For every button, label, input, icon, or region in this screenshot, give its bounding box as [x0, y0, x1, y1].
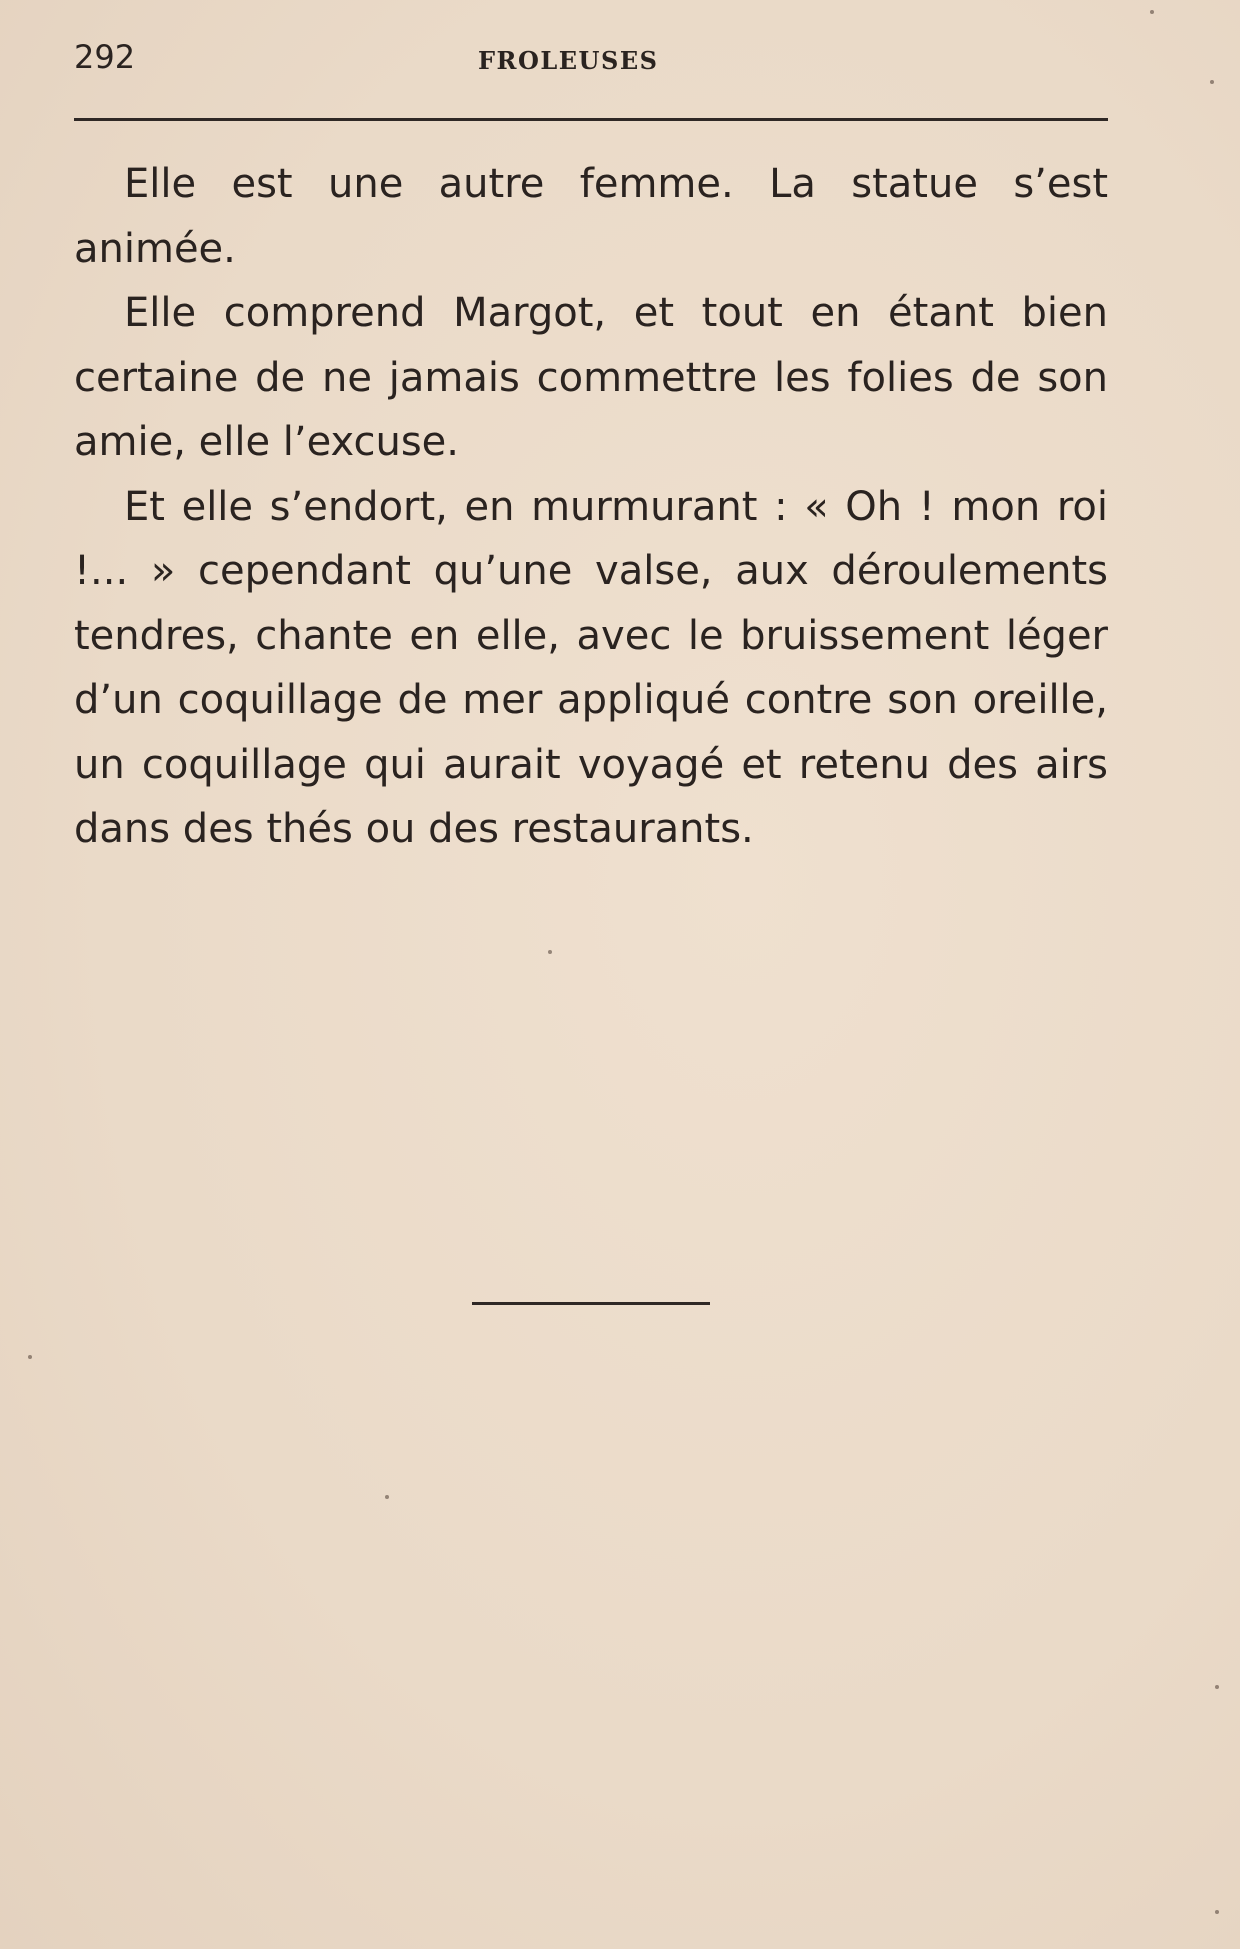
end-of-chapter-rule — [472, 1302, 710, 1305]
paper-speck — [548, 950, 552, 954]
body-text — [74, 152, 1108, 862]
paper-speck — [1210, 80, 1214, 84]
page-number: 292 — [74, 38, 136, 76]
paragraph: Elle est une autre femme. La statue s’est animée. — [74, 161, 1108, 272]
page-header — [74, 38, 1106, 88]
paper-speck — [385, 1495, 389, 1499]
paragraph: Et elle s’endort, en murmurant : « Oh ! mon roi !... » cependant qu’une valse, aux déroulements tendres, chante en elle, avec le bruissement léger d’un coquillage de mer appliqué contre son oreille, un coquillage qui aurait voyagé et retenu des airs dans des thés ou des restaurants. — [74, 483, 1108, 852]
paper-speck — [28, 1355, 32, 1359]
paper-speck — [1215, 1910, 1219, 1914]
header-rule — [74, 118, 1108, 121]
paper-speck — [1150, 10, 1154, 14]
paragraph: Elle comprend Margot, et tout en étant bien certaine de ne jamais commettre les folies de son amie, elle l’excuse. — [74, 290, 1108, 465]
running-title: FROLEUSES — [478, 46, 659, 75]
paper-speck — [1215, 1685, 1219, 1689]
